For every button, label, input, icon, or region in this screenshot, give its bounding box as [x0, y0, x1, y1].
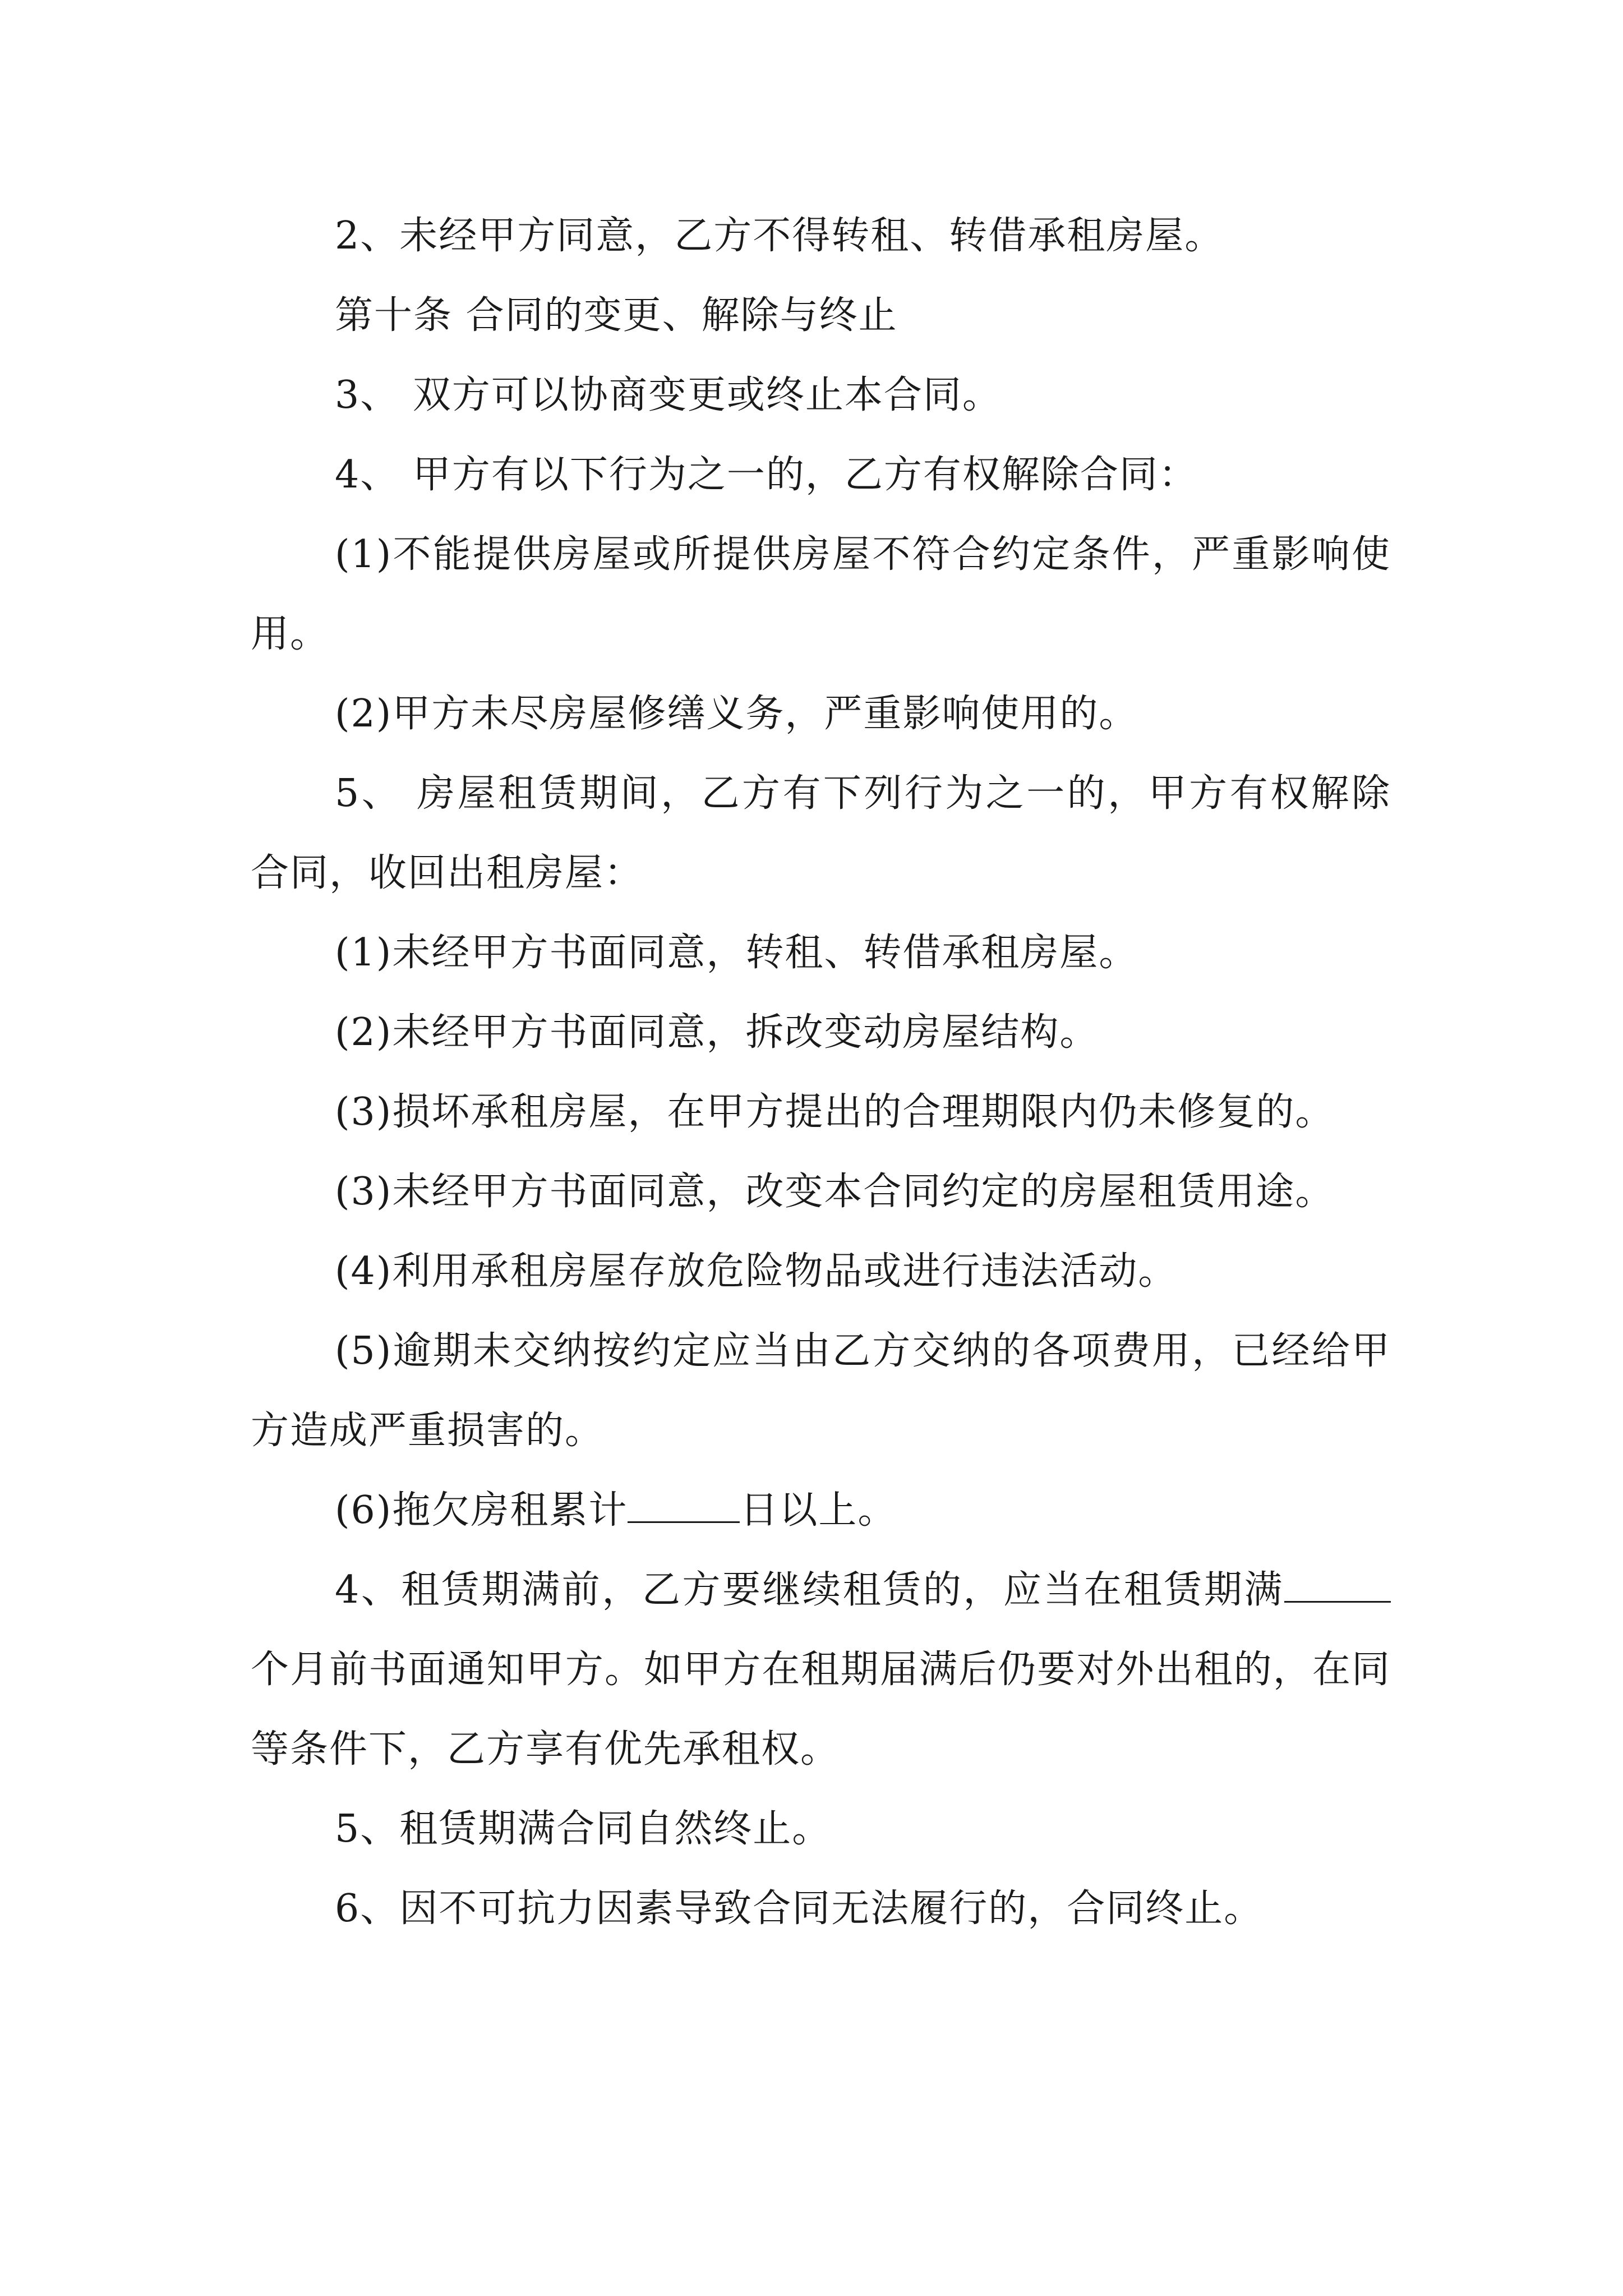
paragraph: 5、租赁期满合同自然终止。 — [335, 1807, 832, 1851]
text-segment: (6)拖欠房租累计 — [335, 1488, 628, 1533]
paragraph: 2、未经甲方同意，乙方不得转租、转借承租房屋。 — [335, 214, 1224, 258]
fill-in-blank — [1284, 1570, 1391, 1603]
paragraph: 6、因不可抗力因素导致合同无法履行的，合同终止。 — [335, 1887, 1264, 1931]
paragraph: 5、 房屋租赁期间，乙方有下列行为之一的，甲方有权解除合同，收回出租房屋： — [251, 771, 1391, 895]
fill-in-blank — [628, 1490, 740, 1523]
paragraph-renewal — [251, 1550, 1391, 1789]
contract-body — [251, 196, 1391, 1949]
paragraph: (3)未经甲方书面同意，改变本合同约定的房屋租赁用途。 — [335, 1170, 1335, 1214]
paragraph: 4、 甲方有以下行为之一的，乙方有权解除合同： — [335, 453, 1198, 497]
paragraph: (1)不能提供房屋或所提供房屋不符合约定条件，严重影响使用。 — [251, 532, 1391, 656]
paragraph: (5)逾期未交纳按约定应当由乙方交纳的各项费用，已经给甲方造成严重损害的。 — [251, 1329, 1391, 1453]
paragraph-rent-arrears — [251, 1471, 1391, 1550]
text-segment: 日以上。 — [740, 1488, 897, 1533]
paragraph: 3、 双方可以协商变更或终止本合同。 — [335, 373, 1002, 417]
paragraph: (2)甲方未尽房屋修缮义务，严重影响使用的。 — [335, 692, 1138, 736]
text-segment: 4、租赁期满前，乙方要继续租赁的，应当在租赁期满 — [335, 1568, 1284, 1612]
paragraph: (3)损坏承租房屋，在甲方提出的合理期限内仍未修复的。 — [335, 1090, 1335, 1134]
article-heading: 第十条 合同的变更、解除与终止 — [335, 293, 898, 338]
paragraph: (4)利用承租房屋存放危险物品或进行违法活动。 — [335, 1249, 1178, 1294]
paragraph: (1)未经甲方书面同意，转租、转借承租房屋。 — [335, 931, 1138, 975]
text-segment: 个月前书面通知甲方。如甲方在租期届满后仍要对外出租的，在同等条件下，乙方享有优先承租权。 — [251, 1648, 1391, 1772]
paragraph: (2)未经甲方书面同意，拆改变动房屋结构。 — [335, 1010, 1099, 1055]
